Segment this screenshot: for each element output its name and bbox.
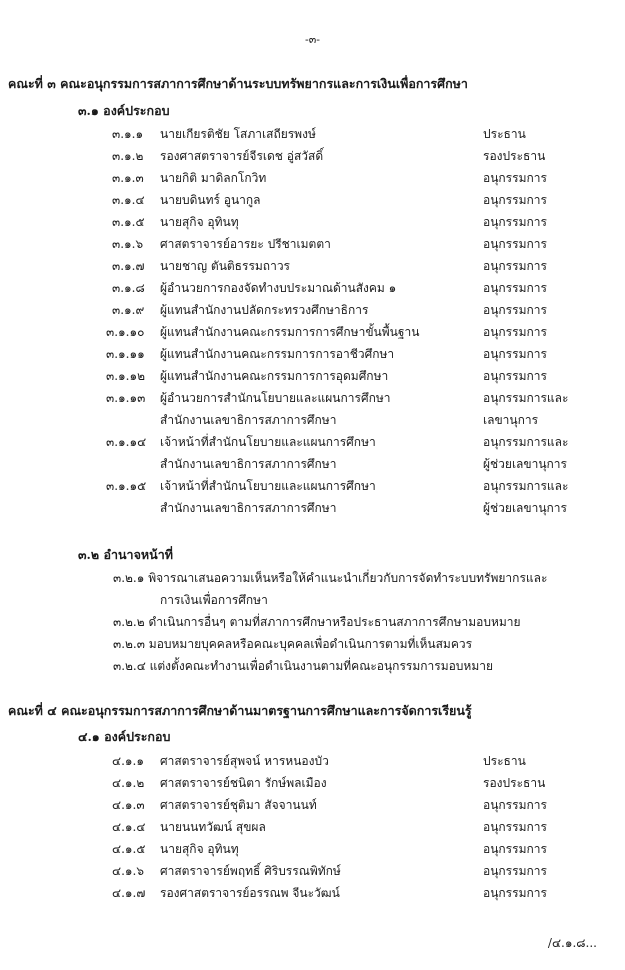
- member-role: อนุกรรมการ: [483, 864, 547, 878]
- member-role: อนุกรรมการ: [483, 193, 547, 207]
- member-role-line2: เลขานุการ: [483, 413, 539, 427]
- member-name-line2: สำนักงานเลขาธิการสภาการศึกษา: [160, 457, 337, 471]
- member-name: ผู้อำนวยการกองจัดทำงบประมาณด้านสังคม ๑: [160, 281, 397, 295]
- duty-number: ๓.๒.๔: [113, 659, 146, 673]
- duty-number: ๓.๒.๑: [113, 571, 145, 585]
- member-name: ศาสตราจารย์พฤทธิ์ ศิริบรรณพิทักษ์: [160, 864, 341, 878]
- duty-item: [113, 657, 493, 676]
- duty-item: [113, 635, 472, 654]
- member-role-line2: ผู้ช่วยเลขานุการ: [483, 501, 567, 515]
- member-role: อนุกรรมการ: [483, 259, 547, 273]
- member-number: ๓.๑.๒: [112, 149, 144, 163]
- member-role: อนุกรรมการและ: [483, 479, 569, 493]
- member-number: ๔.๑.๖: [112, 864, 144, 878]
- member-role: อนุกรรมการ: [483, 171, 547, 185]
- duty-text: ดำเนินการอื่นๆ ตามที่สภาการศึกษาหรือประธานสภาการศึกษามอบหมาย: [148, 615, 521, 629]
- member-role: อนุกรรมการ: [483, 886, 547, 900]
- section4-title: คณะที่ ๔ คณะอนุกรรมการสภาการศึกษาด้านมาตรฐานการศึกษาและการจัดการเรียนรู้: [8, 703, 472, 718]
- duty-item: [113, 569, 547, 588]
- member-number: ๓.๑.๕: [112, 215, 145, 229]
- member-role: อนุกรรมการ: [483, 303, 547, 317]
- member-name: นายกิติ มาดิลกโกวิท: [160, 171, 267, 185]
- member-number: ๔.๑.๒: [112, 776, 145, 790]
- member-role: ประธาน: [483, 127, 526, 141]
- duty-text: แต่งตั้งคณะทำงานเพื่อดำเนินงานตามที่คณะอนุกรรมการมอบหมาย: [149, 659, 494, 673]
- member-number: ๓.๑.๔: [112, 193, 145, 207]
- duty-item: [113, 613, 521, 632]
- member-role: อนุกรรมการ: [483, 820, 547, 834]
- member-name: ผู้แทนสำนักงานปลัดกระทรวงศึกษาธิการ: [160, 303, 369, 317]
- member-number: ๓.๑.๑๕: [106, 479, 147, 493]
- member-name: นายบดินทร์ อูนากูล: [160, 193, 261, 207]
- member-number: ๓.๑.๖: [112, 237, 144, 251]
- member-name-line2: สำนักงานเลขาธิการสภาการศึกษา: [160, 501, 337, 515]
- member-name: ศาสตราจารย์สุพจน์ หารหนองบัว: [160, 754, 329, 768]
- member-number: ๓.๑.๑๓: [106, 391, 146, 405]
- member-number: ๓.๑.๑๒: [106, 369, 145, 383]
- member-name: ผู้แทนสำนักงานคณะกรรมการการอุดมศึกษา: [160, 369, 389, 383]
- member-name: ผู้อำนวยการสำนักนโยบายและแผนการศึกษา: [160, 391, 391, 405]
- member-role: อนุกรรมการและ: [483, 391, 569, 405]
- member-name: นายนนทวัฒน์ สุขผล: [160, 820, 266, 834]
- member-number: ๓.๑.๙: [112, 303, 145, 317]
- member-number: ๓.๑.๑๐: [106, 325, 145, 339]
- member-role: อนุกรรมการ: [483, 369, 547, 383]
- continuation-marker: /๔.๑.๘...: [547, 936, 597, 950]
- duty-number: ๓.๒.๓: [113, 637, 145, 651]
- duty-text: มอบหมายบุคคลหรือคณะบุคคลเพื่อดำเนินการตามที่เห็นสมควร: [148, 637, 473, 651]
- member-role: อนุกรรมการ: [483, 215, 547, 229]
- section4-composition-heading: ๔.๑ องค์ประกอบ: [78, 729, 171, 744]
- member-name: รองศาสตราจารย์อรรณพ จีนะวัฒน์: [160, 886, 340, 900]
- section3-duties-heading: ๓.๒ อำนาจหน้าที่: [78, 547, 173, 562]
- member-role: อนุกรรมการ: [483, 325, 547, 339]
- member-name: ศาสตราจารย์ชนิตา รักษ์พลเมือง: [160, 776, 327, 790]
- member-role: อนุกรรมการ: [483, 842, 547, 856]
- member-role: อนุกรรมการ: [483, 798, 547, 812]
- member-number: ๔.๑.๗: [112, 886, 146, 900]
- member-role: รองประธาน: [483, 149, 546, 163]
- member-role: ประธาน: [483, 754, 526, 768]
- member-number: ๓.๑.๗: [112, 259, 145, 273]
- member-name: ศาสตราจารย์ชุติมา สัจจานนท์: [160, 798, 317, 812]
- member-name: ผู้แทนสำนักงานคณะกรรมการการศึกษาขั้นพื้นฐาน: [160, 325, 420, 339]
- member-name-line2: สำนักงานเลขาธิการสภาการศึกษา: [160, 413, 337, 427]
- member-name: ผู้แทนสำนักงานคณะกรรมการการอาชีวศึกษา: [160, 347, 395, 361]
- member-number: ๔.๑.๑: [112, 754, 144, 768]
- member-role: รองประธาน: [483, 776, 546, 790]
- member-number: ๔.๑.๔: [112, 820, 146, 834]
- member-role: อนุกรรมการ: [483, 237, 547, 251]
- member-name: นายชาญ ตันติธรรมถาวร: [160, 259, 290, 273]
- page-number: -๓-: [305, 33, 320, 46]
- duty-text: พิจารณาเสนอความเห็นหรือให้คำแนะนำเกี่ยวกับการจัดทำระบบทรัพยากรและ: [148, 571, 548, 585]
- member-name: ศาสตราจารย์อารยะ ปรีชาเมตตา: [160, 237, 331, 251]
- member-name: นายสุกิจ อุทินทุ: [160, 215, 239, 229]
- member-number: ๔.๑.๓: [112, 798, 145, 812]
- member-name: นายสุกิจ อุทินทุ: [160, 842, 239, 856]
- section3-composition-heading: ๓.๑ องค์ประกอบ: [78, 103, 170, 118]
- member-name: รองศาสตราจารย์จีรเดช อู่สวัสดิ์: [160, 149, 324, 163]
- member-number: ๓.๑.๑๑: [106, 347, 145, 361]
- member-number: ๔.๑.๕: [112, 842, 146, 856]
- member-name: เจ้าหน้าที่สำนักนโยบายและแผนการศึกษา: [160, 435, 376, 449]
- member-role: อนุกรรมการ: [483, 347, 547, 361]
- member-name: เจ้าหน้าที่สำนักนโยบายและแผนการศึกษา: [160, 479, 376, 493]
- duty-text-line2: การเงินเพื่อการศึกษา: [160, 593, 268, 607]
- member-name: นายเกียรติชัย โสภาเสถียรพงษ์: [160, 127, 316, 141]
- member-number: ๓.๑.๑๔: [106, 435, 147, 449]
- member-number: ๓.๑.๓: [112, 171, 144, 185]
- section3-title: คณะที่ ๓ คณะอนุกรรมการสภาการศึกษาด้านระบบทรัพยากรและการเงินเพื่อการศึกษา: [8, 76, 468, 91]
- member-number: ๓.๑.๑: [112, 127, 144, 141]
- duty-number: ๓.๒.๒: [113, 615, 145, 629]
- member-number: ๓.๑.๘: [112, 281, 145, 295]
- member-role-line2: ผู้ช่วยเลขานุการ: [483, 457, 567, 471]
- member-role: อนุกรรมการ: [483, 281, 547, 295]
- member-role: อนุกรรมการและ: [483, 435, 569, 449]
